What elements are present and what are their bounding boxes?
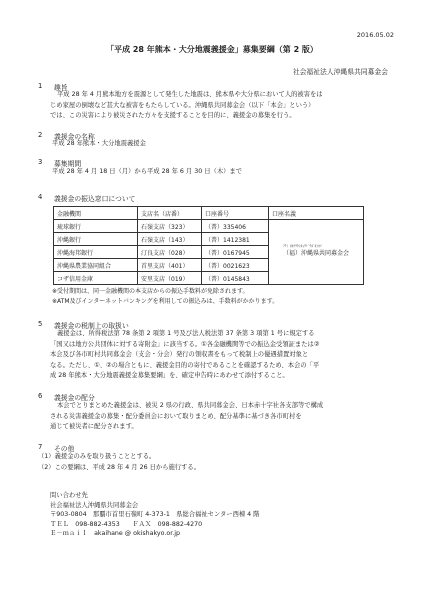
text-line: 本会及び各市町村共同募金会（支会・分会）発行の領収書をもって税制上の優遇措置対象と xyxy=(50,351,309,359)
section-number: 4 xyxy=(38,193,43,201)
text-line: （2）この要綱は、平成 28 年 4 月 26 日から施行する。 xyxy=(38,463,200,471)
text-line: では、この災害により被災された方々を支援することを目的に、義援金の募集を行う。 xyxy=(50,112,296,120)
column-header: 金融機関 xyxy=(54,207,138,220)
section-heading: 義援金の税制上の取扱い xyxy=(54,322,129,330)
contact-email: Ｅ－ｍａｉｌ akaihane @ okishakyo.or.jp xyxy=(50,530,180,538)
purpose-text xyxy=(50,90,323,122)
text-line: 平成 28 年 4 月熊本地方を震源として発生した地震は、熊本県や大分県において人的被害をは xyxy=(57,91,323,98)
column-header: 口座番号 xyxy=(202,207,269,220)
section-heading: その他 xyxy=(54,445,75,453)
section-number: 7 xyxy=(38,443,43,451)
branch-name: 汀良支店（028） xyxy=(138,246,202,259)
account-holder-ruby: ﾌｸ）ｵｷﾅﾜｹﾝｷｮｳﾄﾞｳﾎﾞｷﾝｶｲ xyxy=(282,243,322,248)
bank-account-table xyxy=(53,206,364,285)
document-title: 「平成 28 年熊本・大分地震義援金」募集要綱（第 2 版） xyxy=(106,45,318,54)
bank-name: 琉球銀行 xyxy=(54,220,138,233)
contact-block xyxy=(50,491,259,539)
period-text: 平成 28 年 4 月 18 日（月）から平成 28 年 6 月 30 日（木）まで xyxy=(52,168,243,175)
text-line: 成 28 年熊本・大分地震義援金募集要綱」を、確定申告時にあわせて添付すること。 xyxy=(50,372,289,380)
section-number: 6 xyxy=(38,392,43,400)
account-holder-name: （福）沖縄県共同募金会 xyxy=(282,249,349,257)
text-line: じめ家屋の倒壊など甚大な被害をもたらしている。沖縄県共同募金会（以下「本会」という） xyxy=(50,101,315,109)
distribution-text xyxy=(50,401,323,433)
text-line: 通じて被災者に配分されます。 xyxy=(50,423,138,431)
text-line: 義援金は、所得税法第 78 条第 2 項第 1 号及び法人税法第 37 条第 3 項第 1 号に規定する xyxy=(57,330,315,337)
branch-name: 首里支店（401） xyxy=(138,259,202,272)
text-line: （1）義援金のみを取り扱うこととする。 xyxy=(38,453,156,460)
branch-name: 安里支店（019） xyxy=(138,272,202,285)
column-header: 口座名義 xyxy=(269,207,364,220)
contact-org: 社会福祉法人沖縄県共同募金会 xyxy=(50,501,139,509)
column-header: 支店名（店番） xyxy=(138,207,202,220)
section-heading: 募集期間 xyxy=(54,160,82,168)
note-line: ※受付期間は、同一金融機関の本支店からの振込手数料が免除されます。 xyxy=(52,288,249,295)
table-row xyxy=(54,220,364,233)
organization-name: 社会福祉法人沖縄県共同募金会 xyxy=(292,68,388,76)
section-heading: 趣旨 xyxy=(54,84,68,92)
account-number: （普）0021623 xyxy=(202,259,269,272)
branch-name: 石嶺支店（143） xyxy=(138,233,202,246)
account-holder xyxy=(282,243,349,257)
account-holder-cell xyxy=(269,220,364,285)
contact-address: 〒903-0804 那覇市首里石嶺町 4-373-1 県総合福祉センター西棟 4 階 xyxy=(50,511,260,519)
bank-name: 沖縄県農業協同組合 xyxy=(54,259,138,272)
bank-name: コザ信用金庫 xyxy=(54,272,138,285)
document-date: 2016.05.02 xyxy=(356,31,394,39)
account-number: （普）1412381 xyxy=(202,233,269,246)
section-heading: 義援金の配分 xyxy=(54,394,95,402)
fund-name-text: 平成 28 年熊本・大分地震義援金 xyxy=(52,140,146,147)
text-line: なる。ただし、①、②の場合ともに、義援金目的の寄付であることを確認するため、本会の「平 xyxy=(50,361,320,369)
text-line: 「国又は地方公共団体に対する寄附金」に該当する。①各金融機関等での振込金受領証または② xyxy=(50,340,320,348)
table-header-row xyxy=(54,207,364,220)
section-heading: 義援金の振込窓口について xyxy=(54,195,136,203)
account-number: （普）335406 xyxy=(202,220,269,233)
section-number: 2 xyxy=(38,131,43,139)
bank-name: 沖縄銀行 xyxy=(54,233,138,246)
bank-name: 沖縄海邦銀行 xyxy=(54,246,138,259)
other-text xyxy=(38,452,200,473)
section-heading: 義援金の名称 xyxy=(54,133,95,141)
account-number: （普）0167945 xyxy=(202,246,269,259)
text-line: される災害義援金の募集・配分委員会において取りまとめ、配分基準に基づき各市町村を xyxy=(50,412,302,420)
section-number: 3 xyxy=(38,158,43,166)
contact-tel-fax: ＴＥＬ 098-882-4353 ＦＡＸ 098-882-4270 xyxy=(50,520,203,528)
table-notes xyxy=(52,287,278,307)
note-line: ※ATM及びインターネットバンキングを利用しての振込みは、手数料がかかります。 xyxy=(52,298,279,305)
text-line: 本会でとりまとめた義援金は、被災 2 県の行政、県共同募金会、日本赤十字社各支部等で構成 xyxy=(57,402,324,409)
branch-name: 石嶺支店（323） xyxy=(138,220,202,233)
contact-heading: 問い合わせ先 xyxy=(50,492,88,499)
section-number: 1 xyxy=(38,82,43,90)
account-number: （普）0145843 xyxy=(202,272,269,285)
tax-text xyxy=(50,329,319,382)
section-number: 5 xyxy=(38,320,43,328)
